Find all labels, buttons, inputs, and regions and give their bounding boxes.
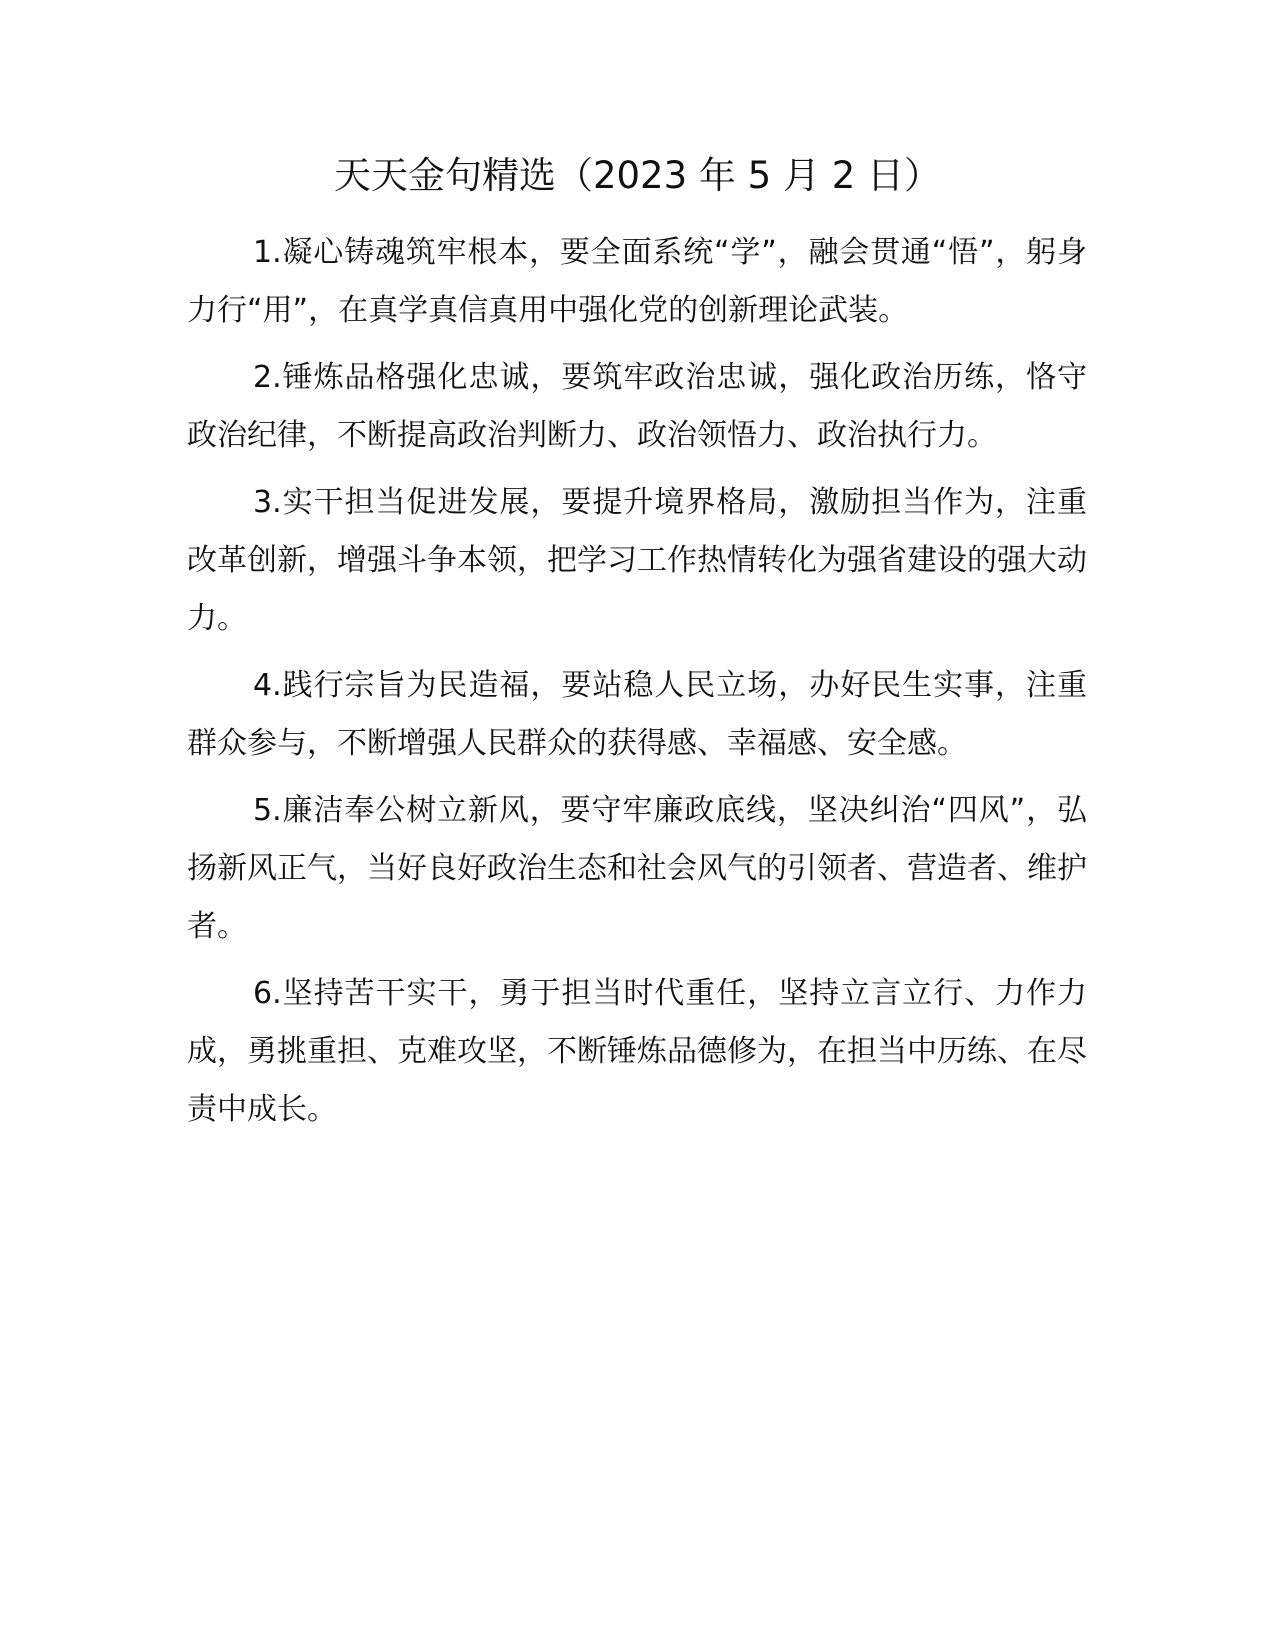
document-title: 天天金句精选（2023 年 5 月 2 日） <box>333 154 942 197</box>
paragraph-3: 3.实干担当促进发展，要提升境界格局，激励担当作为，注重改革创新，增强斗争本领，把学习工作热情转化为强省建设的强大动力。 <box>187 485 1087 636</box>
paragraph-1: 1.凝心铸魂筑牢根本，要全面系统“学”，融会贯通“悟”，躬身力行“用”，在真学真信真用中强化党的创新理论武装。 <box>187 235 1087 328</box>
paragraph-4: 4.践行宗旨为民造福，要站稳人民立场，办好民生实事，注重群众参与，不断增强人民群众的获得感、幸福感、安全感。 <box>187 668 1087 761</box>
paragraph-2: 2.锤炼品格强化忠诚，要筑牢政治忠诚，强化政治历练，恪守政治纪律，不断提高政治判断力、政治领悟力、政治执行力。 <box>187 360 1087 453</box>
document-body <box>187 224 1087 1148</box>
paragraph-5: 5.廉洁奉公树立新风，要守牢廉政底线，坚决纠治“四风”，弘扬新风正气，当好良好政治生态和社会风气的引领者、营造者、维护者。 <box>187 793 1087 944</box>
paragraph-6: 6.坚持苦干实干，勇于担当时代重任，坚持立言立行、力作力成，勇挑重担、克难攻坚，不断锤炼品德修为，在担当中历练、在尽责中成长。 <box>187 976 1087 1127</box>
